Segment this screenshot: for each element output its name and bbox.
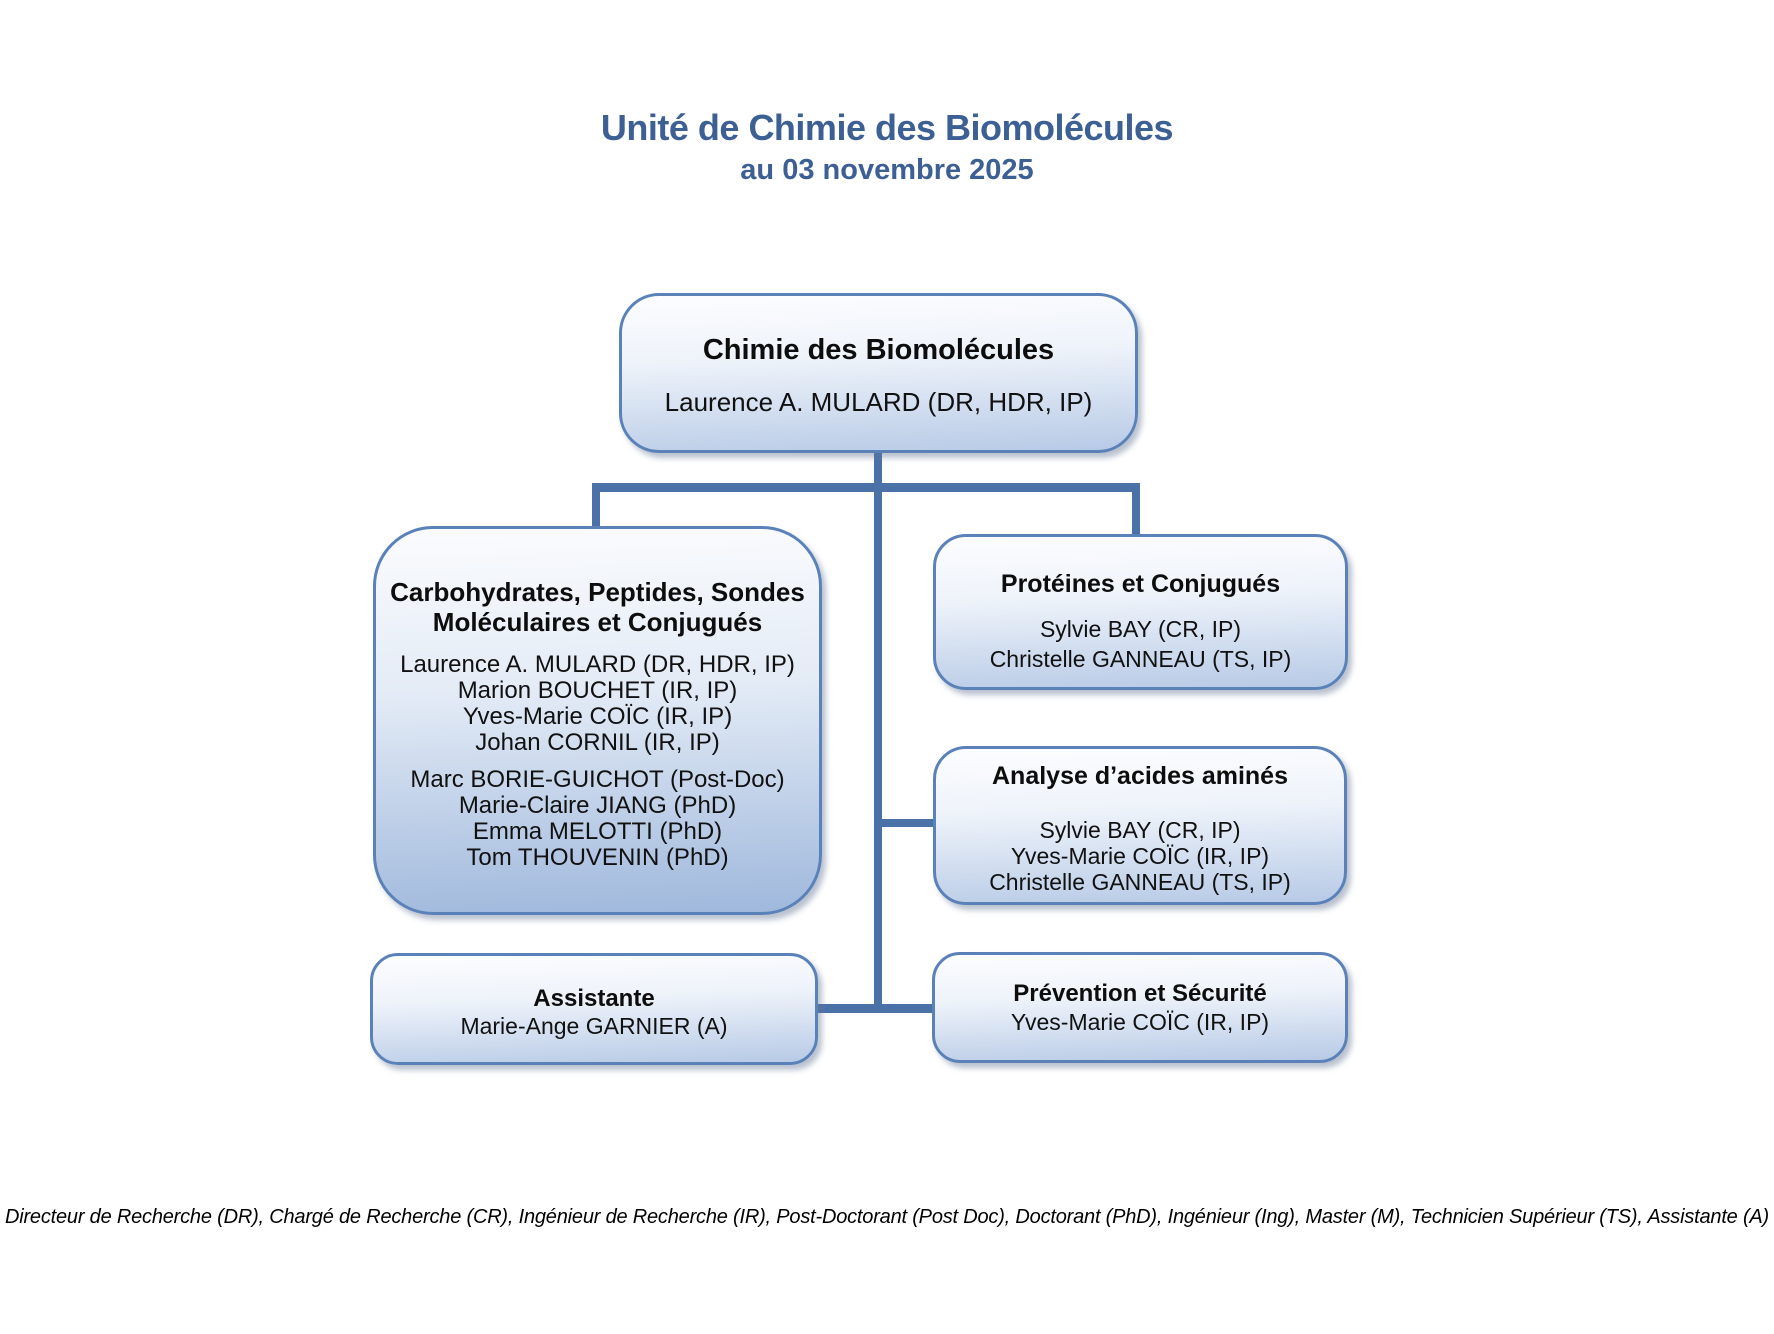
member-name: Johan CORNIL (IR, IP) xyxy=(475,729,720,756)
member-name: Marion BOUCHET (IR, IP) xyxy=(457,677,738,704)
member-name: Christelle GANNEAU (TS, IP) xyxy=(989,646,1292,672)
org-box-title-line2: Moléculaires et Conjugués xyxy=(432,607,763,637)
page-title: Unité de Chimie des Biomolécules xyxy=(600,107,1174,148)
org-box-title: Analyse d’acides aminés xyxy=(992,762,1288,790)
member-name: Emma MELOTTI (PhD) xyxy=(472,818,723,845)
member-name: Yves-Marie COÏC (IR, IP) xyxy=(1010,843,1270,869)
legend-footer: Directeur de Recherche (DR), Chargé de Recherche (CR), Ingénieur de Recherche (IR), Post-Doctorant (Post Doc), Doctorant (PhD), Ingénieur (Ing), Master (M), Technicien Supérieur (TS), Assistante (A) xyxy=(4,1206,1770,1228)
org-box-title xyxy=(376,577,819,637)
org-box-analyse-acides-amines xyxy=(933,746,1347,905)
member-name: Sylvie BAY (CR, IP) xyxy=(1039,817,1241,843)
org-box-proteines-et-conjugues xyxy=(933,534,1348,690)
member-group xyxy=(936,614,1345,674)
connector-bottom-horizontal xyxy=(816,1004,935,1013)
member-group xyxy=(936,817,1344,895)
member-name: Sylvie BAY (CR, IP) xyxy=(1039,616,1242,642)
member-name: Yves-Marie COÏC (IR, IP) xyxy=(1010,1009,1270,1035)
member-name: Marc BORIE-GUICHOT (Post-Doc) xyxy=(410,766,785,793)
org-box-title: Chimie des Biomolécules xyxy=(702,334,1055,366)
member-name: Laurence A. MULARD (DR, HDR, IP) xyxy=(400,651,795,678)
connector-analyse-stub xyxy=(878,819,936,827)
member-name: Tom THOUVENIN (PhD) xyxy=(466,844,729,871)
org-box-assistante xyxy=(370,953,818,1065)
member-name: Laurence A. MULARD (DR, HDR, IP) xyxy=(664,387,1093,417)
member-name: Marie-Claire JIANG (PhD) xyxy=(458,792,737,819)
header xyxy=(0,106,1774,188)
member-group-students xyxy=(376,767,819,871)
page-subtitle: au 03 novembre 2025 xyxy=(740,154,1034,186)
org-box-title: Assistante xyxy=(533,985,655,1012)
member-name: Christelle GANNEAU (TS, IP) xyxy=(989,869,1291,895)
org-box-prevention-et-securite xyxy=(932,952,1348,1063)
connector-right-drop xyxy=(1132,483,1140,539)
org-box-carbohydrates-peptides xyxy=(373,526,822,915)
member-group-permanent xyxy=(376,652,819,756)
org-box-title: Prévention et Sécurité xyxy=(1013,980,1267,1007)
member-name: Marie-Ange GARNIER (A) xyxy=(460,1013,728,1039)
org-box-chimie-des-biomolecules xyxy=(619,293,1138,453)
member-name: Yves-Marie COÏC (IR, IP) xyxy=(462,703,733,730)
connector-top-horizontal xyxy=(592,483,1140,492)
connector-left-drop xyxy=(592,483,600,531)
connector-root-vertical xyxy=(874,450,882,1010)
org-box-title: Protéines et Conjugués xyxy=(1000,570,1281,598)
org-box-title-line1: Carbohydrates, Peptides, Sondes xyxy=(390,577,805,607)
